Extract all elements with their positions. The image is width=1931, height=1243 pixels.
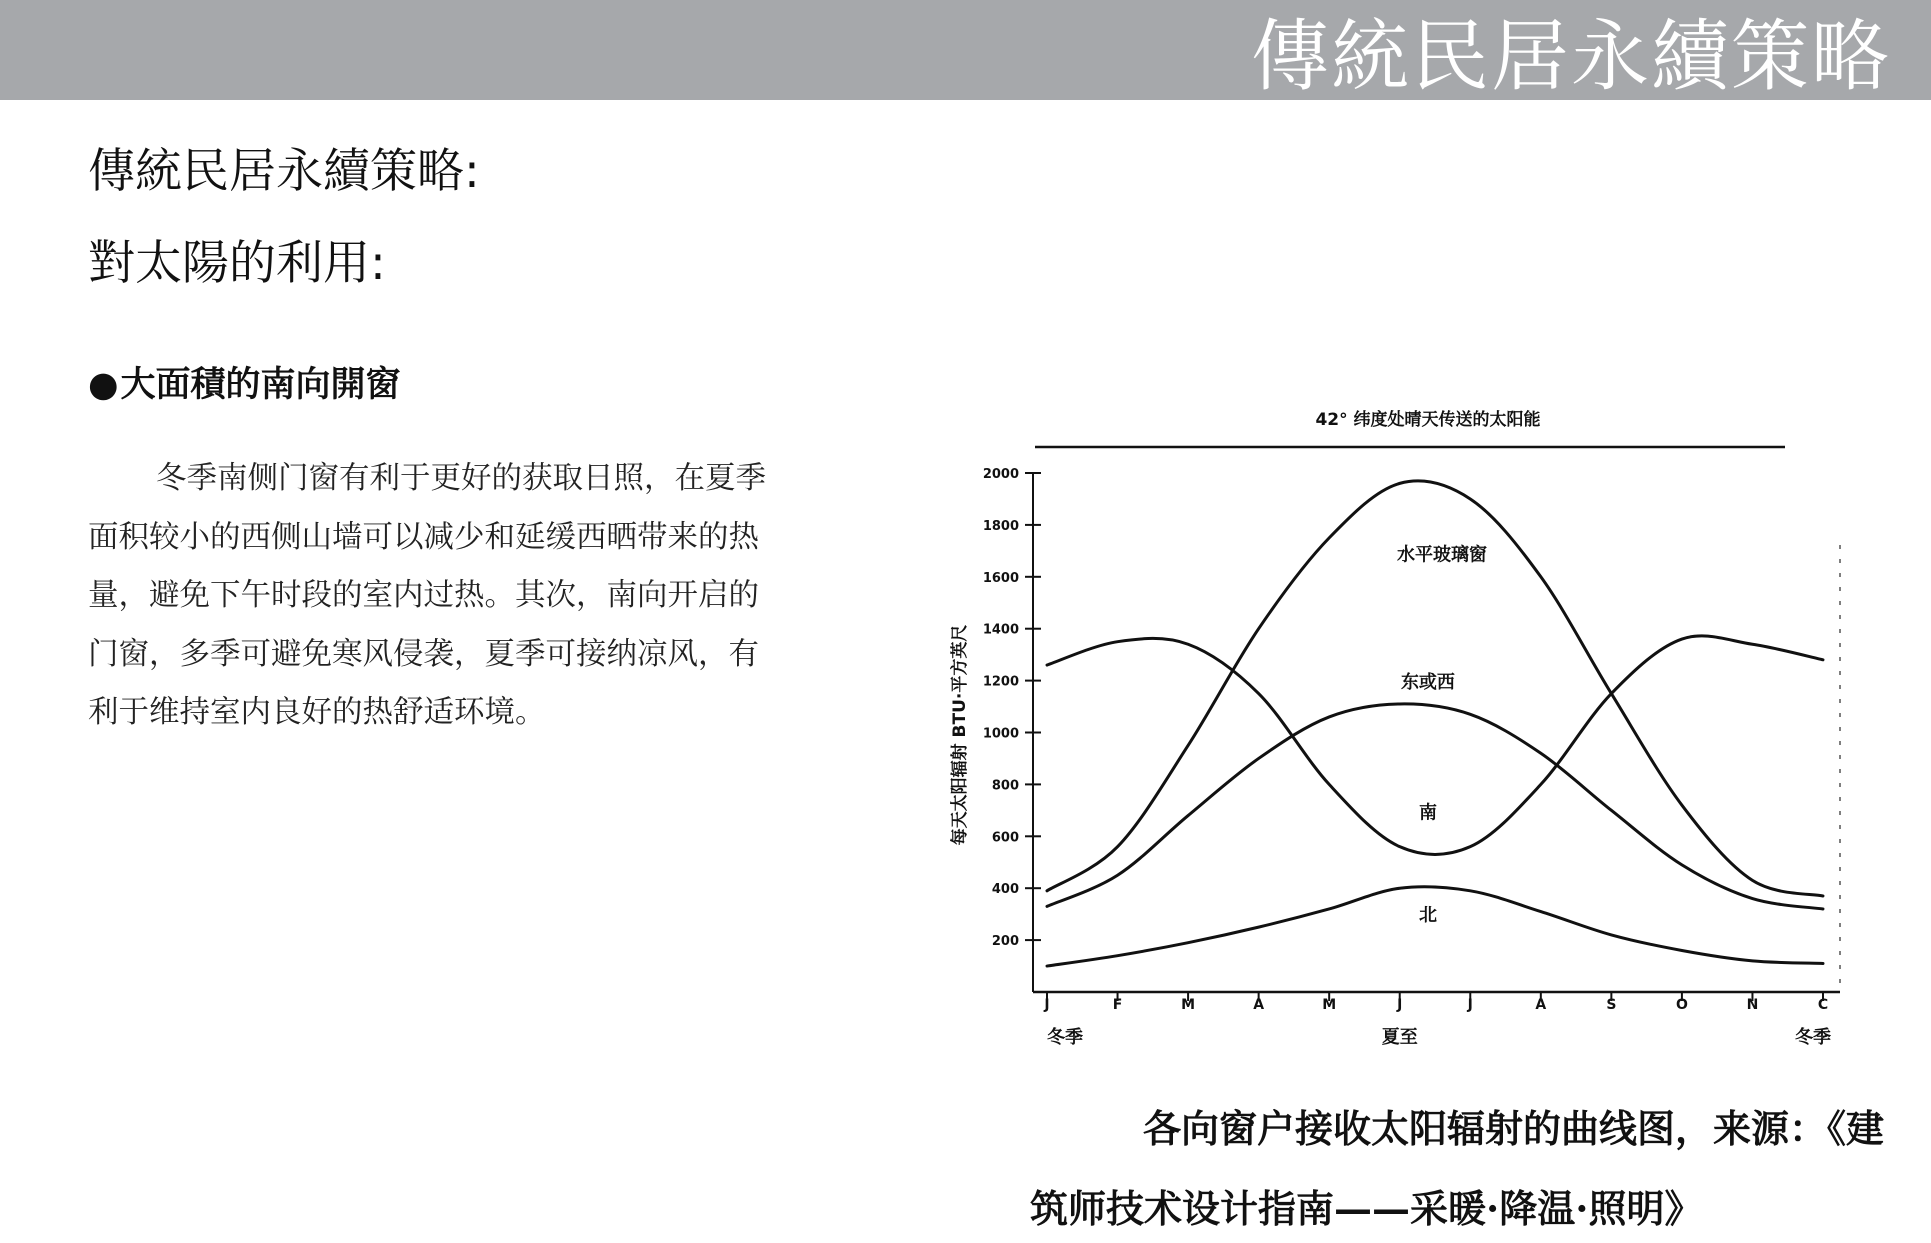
series-point-2 — [1328, 784, 1330, 786]
x-tick-label: J — [1044, 997, 1050, 1013]
series-point-1 — [1611, 810, 1613, 812]
section-heading-text: 大面積的南向開窗 — [120, 365, 401, 405]
series-point-2 — [1822, 659, 1824, 661]
y-tick-label: 1200 — [982, 674, 1019, 690]
series-label-2: 南 — [1418, 802, 1437, 824]
series-point-1 — [1117, 874, 1119, 876]
x-tick-label: A — [1535, 997, 1547, 1013]
y-tick-label: 2000 — [982, 467, 1019, 482]
series-point-0 — [1822, 895, 1824, 897]
season-label: 夏至 — [1381, 1027, 1418, 1048]
x-tick-label: A — [1253, 997, 1265, 1013]
series-point-1 — [1469, 714, 1471, 716]
series-label-3: 北 — [1418, 905, 1437, 927]
series-point-2 — [1611, 693, 1613, 695]
series-point-0 — [1469, 498, 1471, 500]
series-point-3 — [1046, 965, 1048, 967]
series-point-2 — [1469, 846, 1471, 848]
figure-caption-line-2: 筑师技术设计指南——采暖·降温·照明》 — [1030, 1186, 1703, 1231]
x-tick-label: J — [1467, 997, 1473, 1013]
series-point-3 — [1681, 950, 1683, 952]
series-point-1 — [1046, 906, 1048, 908]
series-point-1 — [1681, 864, 1683, 866]
x-tick-label: M — [1181, 997, 1196, 1013]
x-tick-label: J — [1397, 997, 1403, 1013]
series-point-0 — [1117, 846, 1119, 848]
series-point-3 — [1258, 926, 1260, 928]
chart-title: 42° 纬度处晴天传送的太阳能 — [1315, 410, 1541, 430]
series-labels — [1397, 544, 1487, 927]
y-tick-label: 800 — [991, 778, 1019, 794]
series-point-2 — [1752, 643, 1754, 645]
x-tick-label: F — [1112, 997, 1123, 1013]
x-tick-label: O — [1675, 997, 1688, 1013]
solar-radiation-chart — [935, 395, 1865, 1085]
banner-title: 傳統民居永續策略 — [1250, 12, 1891, 102]
series-point-3 — [1187, 942, 1189, 944]
series-point-1 — [1328, 716, 1330, 718]
bullet-dot-icon: ● — [88, 365, 119, 405]
series-label-0: 水平玻璃窗 — [1397, 544, 1488, 566]
y-tick-label: 1800 — [982, 518, 1019, 534]
y-tick-label: 1600 — [982, 570, 1019, 586]
series-point-3 — [1469, 890, 1471, 892]
series-point-3 — [1752, 960, 1754, 962]
series-point-2 — [1399, 846, 1401, 848]
series-point-0 — [1752, 880, 1754, 882]
series-point-0 — [1540, 576, 1542, 578]
x-tick-label: N — [1746, 997, 1759, 1013]
series-point-3 — [1117, 955, 1119, 957]
series-point-1 — [1187, 815, 1189, 817]
y-tick-label: 1400 — [982, 622, 1019, 638]
page-subtitle: 對太陽的利用: — [88, 236, 386, 291]
series-point-1 — [1258, 758, 1260, 760]
season-label: 冬季 — [1047, 1027, 1083, 1048]
series-point-0 — [1328, 537, 1330, 539]
figure-caption-line-1: 各向窗户接收太阳辐射的曲线图，来源：《建 — [1143, 1106, 1885, 1151]
y-tick-label: 600 — [991, 830, 1019, 846]
series-point-1 — [1752, 898, 1754, 900]
x-tick-label: C — [1817, 997, 1829, 1013]
series-point-0 — [1258, 628, 1260, 630]
series-point-3 — [1399, 887, 1401, 889]
chart-svg — [935, 395, 1865, 1085]
series-point-1 — [1822, 908, 1824, 910]
series-point-2 — [1046, 664, 1048, 666]
series-point-2 — [1258, 693, 1260, 695]
series-point-0 — [1187, 745, 1189, 747]
series-point-1 — [1399, 703, 1401, 705]
series-point-3 — [1328, 908, 1330, 910]
series-point-0 — [1399, 483, 1401, 485]
section-heading — [88, 357, 401, 407]
season-labels — [1047, 1026, 1831, 1048]
y-axis-label: 每天太阳辐射 BTU·平方英尺 — [950, 624, 970, 846]
y-tick-label: 200 — [991, 934, 1019, 950]
series-point-2 — [1540, 784, 1542, 786]
page-title: 傳統民居永續策略: — [88, 144, 480, 199]
body-paragraph: 冬季南侧门窗有利于更好的获取日照，在夏季面积较小的西侧山墙可以减少和延缓西晒带来的热量，避免下午时段的室内过热。其次，南向开启的门窗，多季可避免寒风侵袭，夏季可接纳凉风，有利于维持室内良好的热舒适环境。 — [88, 461, 766, 730]
y-tick-label: 1000 — [982, 726, 1019, 742]
x-tick-label: M — [1322, 997, 1337, 1013]
series-point-2 — [1187, 643, 1189, 645]
series-point-2 — [1681, 638, 1683, 640]
x-ticks — [1043, 992, 1828, 1013]
x-tick-label: S — [1606, 997, 1617, 1013]
series-point-1 — [1540, 752, 1542, 754]
series-point-2 — [1117, 641, 1119, 643]
series-point-3 — [1822, 963, 1824, 965]
series-label-1: 东或西 — [1400, 672, 1455, 694]
season-label: 冬季 — [1795, 1027, 1831, 1048]
series-point-3 — [1611, 934, 1613, 936]
series-line-3 — [1047, 887, 1823, 966]
series-point-0 — [1681, 804, 1683, 806]
top-banner — [0, 0, 1931, 100]
y-tick-label: 400 — [991, 882, 1019, 898]
series-point-0 — [1046, 890, 1048, 892]
series-point-3 — [1540, 911, 1542, 913]
